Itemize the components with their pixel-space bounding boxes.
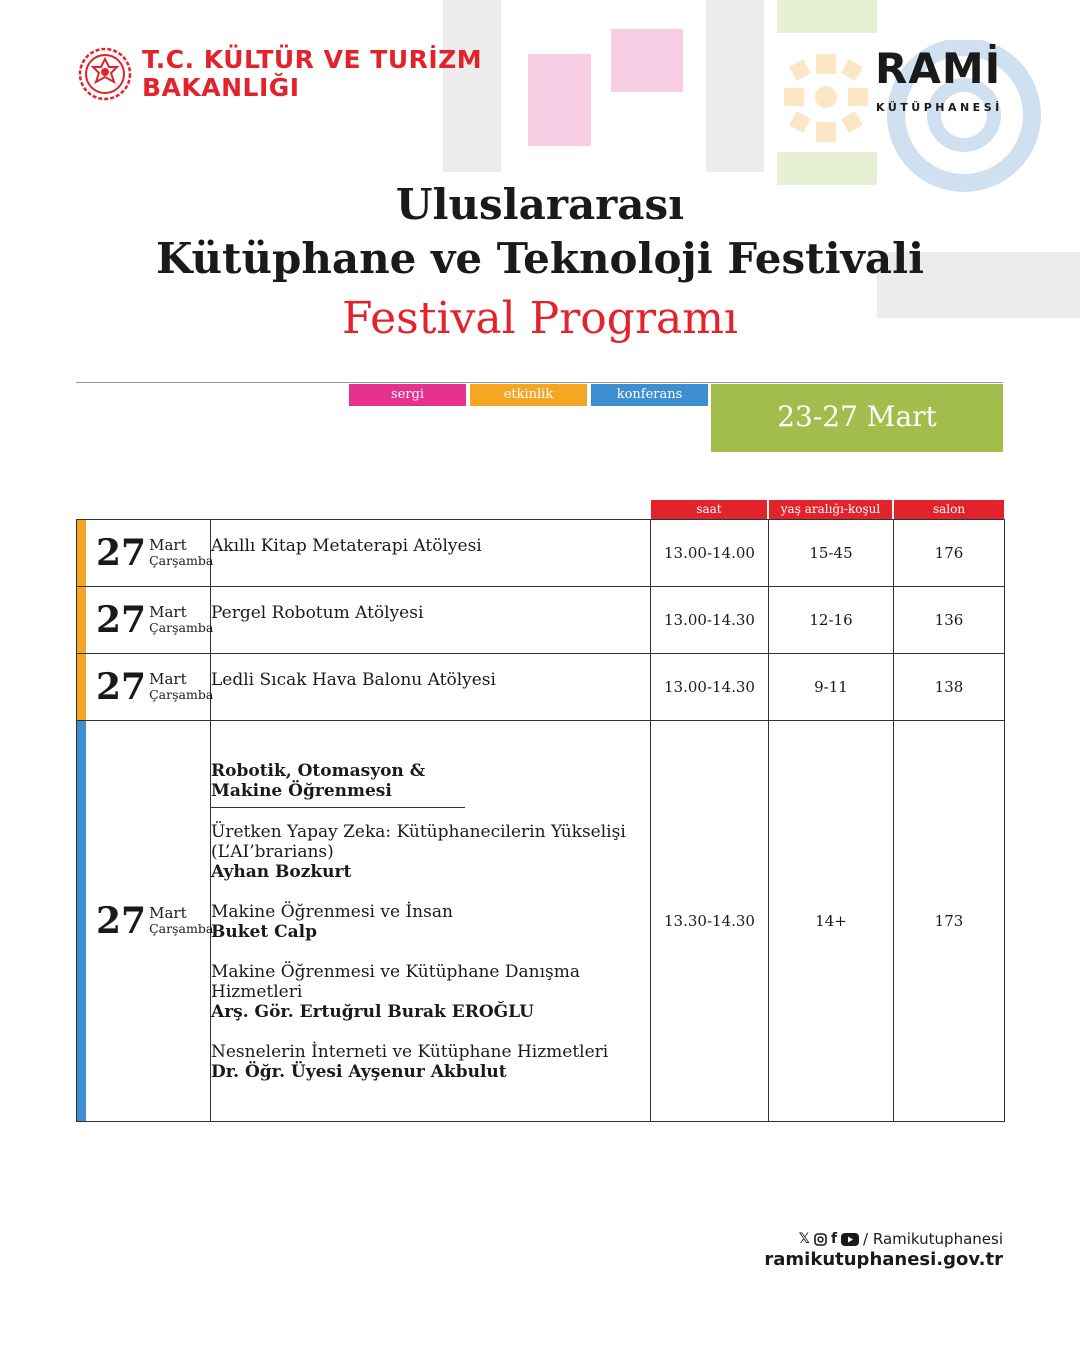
brand-subtitle: KÜTÜPHANESİ [876,101,1003,114]
table-row [77,520,1005,587]
talk-title: Makine Öğrenmesi ve Kütüphane Danışma [211,961,581,982]
month: Mart [149,536,187,554]
table-row-conference [77,721,1005,1122]
month: Mart [149,904,187,922]
decor-pink-block-1 [528,54,591,146]
ministry-logo [78,46,482,102]
category-bar-etkinlik [77,520,86,586]
ministry-emblem-icon [78,47,132,101]
youtube-icon[interactable] [841,1233,859,1246]
age-cell: 15-45 [769,520,894,587]
program-table [76,519,1005,1122]
column-header-saat: saat [651,500,767,519]
ministry-name-line1: T.C. KÜLTÜR VE TURİZM [142,45,483,74]
age-cell: 14+ [769,721,894,1122]
facebook-icon[interactable]: f [830,1231,838,1247]
column-header-salon: salon [894,500,1004,519]
category-bar-etkinlik [77,654,86,720]
talk-speaker: Buket Calp [211,921,317,942]
date-cell [77,721,214,1122]
social-links [799,1230,1003,1248]
room-cell: 138 [894,654,1005,721]
divider [76,382,1003,383]
talk-title: Üretken Yapay Zeka: Kütüphanecilerin Yükselişi [211,821,626,842]
month: Mart [149,603,187,621]
ministry-name-line2: BAKANLIĞI [142,73,300,102]
talk-speaker: Ayhan Bozkurt [211,861,352,882]
title-program: Festival Programı [342,293,738,344]
event-title: Ledli Sıcak Hava Balonu Atölyesi [211,670,496,690]
website-link[interactable]: ramikutuphanesi.gov.tr [764,1249,1003,1270]
room-cell: 136 [894,587,1005,654]
event-title: Pergel Robotum Atölyesi [211,603,424,623]
decor-gray-block-2 [706,0,764,172]
day-number: 27 [96,666,147,708]
talk-title: Makine Öğrenmesi ve İnsan [211,901,453,922]
time-cell: 13.00-14.30 [651,654,769,721]
day-number: 27 [96,900,147,942]
talk-title: Nesnelerin İnterneti ve Kütüphane Hizmetleri [211,1041,609,1062]
time-cell: 13.30-14.30 [651,721,769,1122]
room-cell: 173 [894,721,1005,1122]
column-header-yas: yaş aralığı-koşul [769,500,892,519]
date-cell [77,654,214,721]
social-handle[interactable]: / Ramikutuphanesi [863,1230,1003,1248]
day-number: 27 [96,532,147,574]
talk-title-cont: (L’AI’brarians) [211,841,334,862]
title-line1: Uluslararası [395,180,685,229]
age-cell: 12-16 [769,587,894,654]
date-cell [77,587,214,654]
category-bar-konferans [77,721,86,1121]
category-bar-etkinlik [77,587,86,653]
legend-sergi: sergi [349,384,466,406]
x-icon[interactable]: 𝕏 [798,1231,810,1247]
weekday: Çarşamba [149,620,214,635]
instagram-icon[interactable] [814,1233,827,1246]
age-cell: 9-11 [769,654,894,721]
brand-name: RAMİ [875,44,1002,93]
time-cell: 13.00-14.00 [651,520,769,587]
conference-cell [211,721,651,1122]
legend-etkinlik: etkinlik [470,384,587,406]
legend-konferans: konferans [591,384,708,406]
talk-speaker: Dr. Öğr. Üyesi Ayşenur Akbulut [211,1061,507,1082]
day-number: 27 [96,599,147,641]
time-cell: 13.00-14.30 [651,587,769,654]
room-cell: 176 [894,520,1005,587]
weekday: Çarşamba [149,553,214,568]
talk-title-cont: Hizmetleri [211,981,303,1002]
talk-speaker: Arş. Gör. Ertuğrul Burak EROĞLU [211,1001,535,1022]
title-line2: Kütüphane ve Teknoloji Festivali [155,234,925,283]
date-cell [77,520,214,587]
weekday: Çarşamba [149,687,214,702]
date-range-badge: 23-27 Mart [711,384,1003,452]
table-row [77,587,1005,654]
decor-pink-block-2 [611,29,683,92]
conference-heading: Robotik, Otomasyon & Makine Öğrenmesi [211,761,465,808]
table-row [77,654,1005,721]
decor-green-block-1 [777,0,877,33]
month: Mart [149,670,187,688]
weekday: Çarşamba [149,921,214,936]
event-title: Akıllı Kitap Metaterapi Atölyesi [211,536,482,556]
